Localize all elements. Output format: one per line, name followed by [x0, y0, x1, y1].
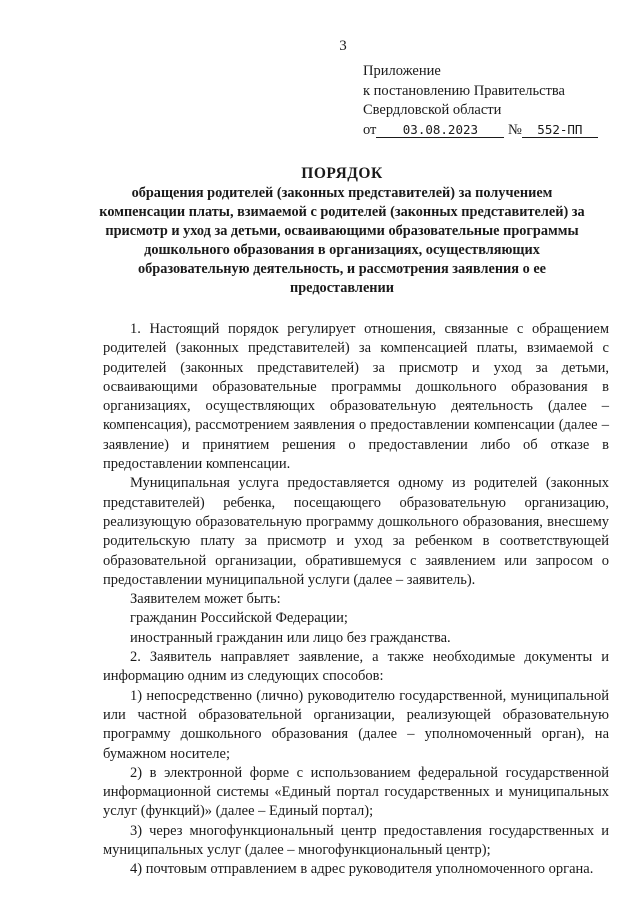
- paragraph: 1) непосредственно (лично) руководителю государственной, муниципальной или частной образовательной организации, реализующей образовательную программу дошкольного образования (далее – уполномоченный орган), на бумажном носителе;: [103, 687, 609, 762]
- paragraph: 2) в электронной форме с использованием федеральной государственной информационной системы «Единый портал государственных и муниципальных услуг (функций)» (далее – Единый портал);: [103, 764, 609, 820]
- paragraph: 3) через многофункциональный центр предоставления государственных и муниципальных услуг (далее – многофункциональный центр);: [103, 822, 609, 859]
- decree-number: 552-ПП: [522, 123, 598, 138]
- decree-date: 03.08.2023: [376, 123, 504, 138]
- paragraph: иностранный гражданин или лицо без гражданства.: [130, 629, 451, 646]
- appendix-line: к постановлению Правительства: [363, 82, 565, 99]
- appendix-line: Свердловской области: [363, 102, 502, 118]
- paragraph: гражданин Российской Федерации;: [130, 610, 348, 627]
- appendix-line: Приложение: [363, 63, 441, 79]
- title-heading: ПОРЯДОК: [301, 165, 383, 182]
- appendix-block: [363, 62, 598, 140]
- paragraph: Муниципальная услуга предоставляется одному из родителей (законных представителей) ребенка, посещающего образовательную организацию, реализующую образовательную программу дошкольного образования, внесшему родительскую плату за присмотр и уход за ребенком в соответствующей образовательной организации, обратившемуся с заявлением или запросом о предоставлении муниципальной услуги (далее – заявитель).: [103, 475, 609, 588]
- page-number: 3: [339, 38, 347, 54]
- appendix-date-line: [363, 121, 598, 141]
- document-title: [90, 164, 594, 298]
- paragraph: 1. Настоящий порядок регулирует отношения, связанные с обращением родителей (законных представителей) за компенсацией платы, взимаемой с родителей (законных представителей) за присмотр и уход за детьми, осваивающими образовательные программы дошкольного образования в организациях, осуществляющих образовательную деятельность (далее – компенсация), рассмотрением заявления о предоставлении компенсации (далее – заявление) и принятием решения о предоставлении либо об отказе в предоставлении компенсации.: [103, 321, 609, 473]
- paragraph: 4) почтовым отправлением в адрес руководителя уполномоченного органа.: [130, 861, 594, 878]
- date-prefix: от: [363, 121, 377, 138]
- document-body: [103, 320, 609, 880]
- title-subtitle: обращения родителей (законных представителей) за получением компенсации платы, взимаемой с родителей (законных представителей) за присмотр и уход за детьми, осваивающими образовательные программы дошкольного образования в организациях, осуществляющих образовательную деятельность, и рассмотрения заявления о ее предоставлении: [99, 185, 585, 296]
- number-prefix: №: [508, 121, 522, 138]
- paragraph: Заявителем может быть:: [130, 591, 281, 608]
- paragraph: 2. Заявитель направляет заявление, а также необходимые документы и информацию одним из следующих способов:: [103, 649, 609, 685]
